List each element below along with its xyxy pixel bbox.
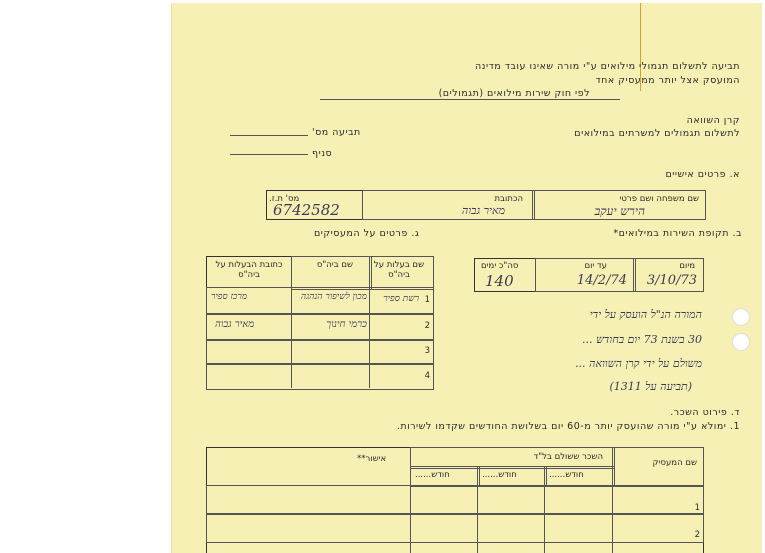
row-number: 2 xyxy=(424,321,430,331)
table-row xyxy=(206,513,704,543)
col-month-header: חודש...... xyxy=(549,470,584,480)
title-underline xyxy=(320,99,620,100)
handwritten-note-line: (תביעה על 1311) xyxy=(609,380,692,393)
service-period-table xyxy=(474,258,704,292)
section-d-item-1: 1. ימולא ע"י מורה שהועסק יותר מ-60 יום בשלושת החודשים שקדמו לשירות. xyxy=(396,421,740,432)
fund-name: קרן השוואה xyxy=(686,115,740,126)
from-value: 3/10/73 xyxy=(646,273,697,288)
document-page xyxy=(172,3,762,553)
title-line-1: תביעה לתשלום תגמולי מילואים ע"י מורה שאינו עובד מדינה xyxy=(474,61,740,72)
section-a-title: א. פרטים אישיים xyxy=(665,169,740,180)
row-number: 2 xyxy=(694,530,700,540)
row-number: 3 xyxy=(424,346,430,356)
col-employer-header: שם בעלות על ביה"ס xyxy=(373,260,425,280)
col-from-header: מיום xyxy=(679,261,695,271)
col-approval-header: אישור** xyxy=(357,454,387,464)
owner-address-value: מרכז ספיר xyxy=(211,292,248,302)
row-number: 4 xyxy=(424,371,430,381)
title-line-2: המועסק אצל יותר ממעסיק אחד xyxy=(595,75,740,86)
col-id-header: מס' ת.ז. xyxy=(269,194,300,204)
branch-label: סניף xyxy=(312,148,333,159)
col-owner-address-header: כתובת הבעלות על ביה"ס xyxy=(215,260,283,280)
col-month-header: חודש...... xyxy=(482,470,517,480)
col-month-header: חודש...... xyxy=(415,470,450,480)
claim-number-field[interactable] xyxy=(230,135,308,136)
col-to-header: עד יום xyxy=(584,261,607,271)
salary-table xyxy=(206,447,704,553)
section-d-title: ד. פירוט השכר. xyxy=(670,407,740,418)
section-g-title: ג. פרטים על המעסיקים xyxy=(314,228,420,239)
address-value: מאיר גבוה xyxy=(461,204,505,217)
handwritten-note-line: המורה הנ"ל הועסק על ידי xyxy=(589,308,702,321)
fund-subtitle: לתשלום תגמולים למשרתים במילואים xyxy=(574,128,740,139)
table-row xyxy=(206,485,704,515)
total-days-value: 140 xyxy=(485,272,514,290)
school-value: כרמי חינוך xyxy=(326,319,367,330)
owner-address-value: מאיר גבוה xyxy=(215,319,255,330)
col-name-header: שם משפחה ושם פרטי xyxy=(619,194,699,204)
col-employer-name-header: שם המעסיק xyxy=(652,458,697,468)
table-row xyxy=(206,363,434,390)
employers-table xyxy=(206,256,434,390)
school-value: מכון לשיפור הנהגה xyxy=(300,292,367,302)
handwritten-note-line: משולם על ידי קרן השוואה ... xyxy=(575,357,702,370)
punch-hole xyxy=(732,308,750,326)
id-value: 6742582 xyxy=(273,201,340,219)
branch-field[interactable] xyxy=(230,154,308,155)
to-value: 14/2/74 xyxy=(576,273,627,288)
title-line-3: לפי חוק שירות מילואים (תגמולים) xyxy=(438,88,590,99)
handwritten-note-line: 30 בשנת 73 יום בחודש ... xyxy=(581,333,702,346)
employer-value: רשת ספיר xyxy=(383,294,419,304)
col-total-header: סה"כ ימים xyxy=(481,261,519,271)
claim-number-label: תביעה מס' xyxy=(312,127,361,138)
name-value: הירש יעקב xyxy=(594,204,645,218)
punch-hole xyxy=(732,333,750,351)
col-address-header: הכתובת xyxy=(494,194,523,204)
section-b-title: ב. תקופת השירות במילואים* xyxy=(613,228,742,239)
col-school-header: שם ביה"ס xyxy=(316,260,353,270)
personal-details-table xyxy=(266,190,706,220)
row-number: 1 xyxy=(694,503,700,513)
row-number: 1 xyxy=(424,295,430,305)
table-row xyxy=(206,339,434,365)
col-salary-header: השכר ששולם בל"ד xyxy=(533,452,603,462)
